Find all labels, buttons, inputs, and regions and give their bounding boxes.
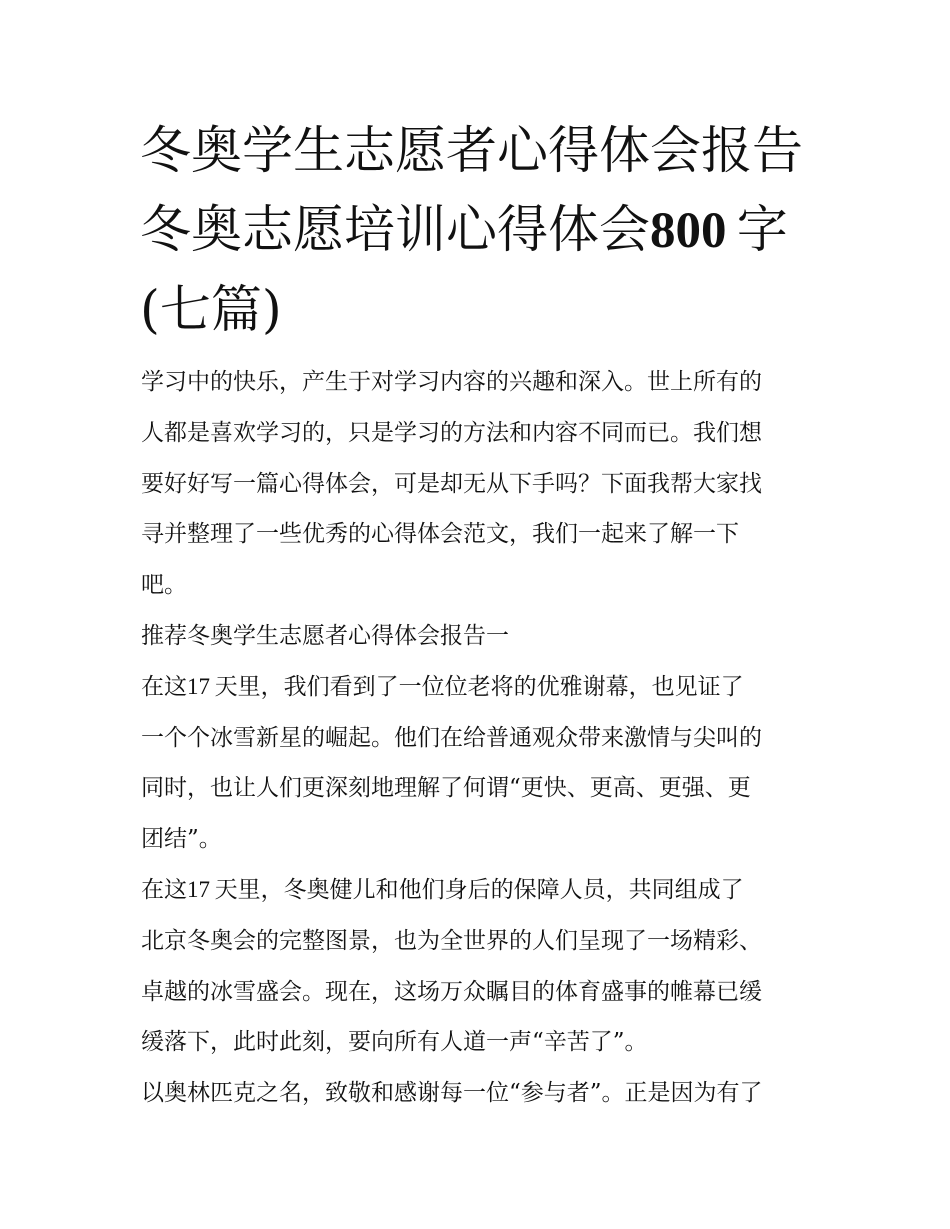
body-line: 寻并整理了一些优秀的心得体会范文，我们一起来了解一下	[141, 521, 739, 548]
title-number: 800	[650, 203, 727, 259]
document-title	[140, 112, 820, 350]
body-line: 团结”。	[141, 826, 222, 853]
section-heading: 推荐冬奥学生志愿者心得体会报告一	[141, 622, 509, 649]
body-line: 同时，也让人们更深刻地理解了何谓“更快、更高、更强、更	[141, 775, 751, 802]
body-line	[141, 865, 821, 916]
body-line: 一个个冰雪新星的崛起。他们在给普通观众带来激情与尖叫的	[141, 724, 762, 751]
body-text: 天里，冬奥健儿和他们身后的保障人员，共同组成了	[214, 876, 744, 903]
title-text: 字	[736, 201, 788, 260]
body-line: 北京冬奥会的完整图景，也为全世界的人们呈现了一场精彩、	[141, 927, 762, 954]
body-text: 天里，我们看到了一位位老将的优雅谢幕，也见证了	[214, 673, 744, 700]
body-line	[141, 662, 821, 713]
body-line: 人都是喜欢学习的，只是学习的方法和内容不同而已。我们想	[141, 419, 762, 446]
body-line: 缓落下，此时此刻，要向所有人道一声“辛苦了”。	[141, 1029, 648, 1056]
body-text: 在这	[141, 673, 187, 700]
title-text: 冬奥志愿培训心得体会	[140, 201, 651, 260]
body-line: 吧。	[141, 572, 187, 599]
body-number: 17	[187, 876, 210, 902]
title-line: 冬奥学生志愿者心得体会报告	[140, 122, 804, 181]
body-line: 卓越的冰雪盛会。现在，这场万众瞩目的体育盛事的帷幕已缓	[141, 978, 762, 1005]
title-line: (七篇)	[140, 281, 282, 340]
document-body	[141, 357, 821, 1119]
title-line	[140, 191, 820, 271]
body-number: 17	[187, 673, 210, 699]
body-text: 在这	[141, 876, 187, 903]
body-line: 以奥林匹克之名，致敬和感谢每一位“参与者”。正是因为有了	[141, 1080, 763, 1107]
body-line: 要好好写一篇心得体会，可是却无从下手吗？下面我帮大家找	[141, 470, 762, 497]
body-line: 学习中的快乐，产生于对学习内容的兴趣和深入。世上所有的	[141, 369, 762, 395]
